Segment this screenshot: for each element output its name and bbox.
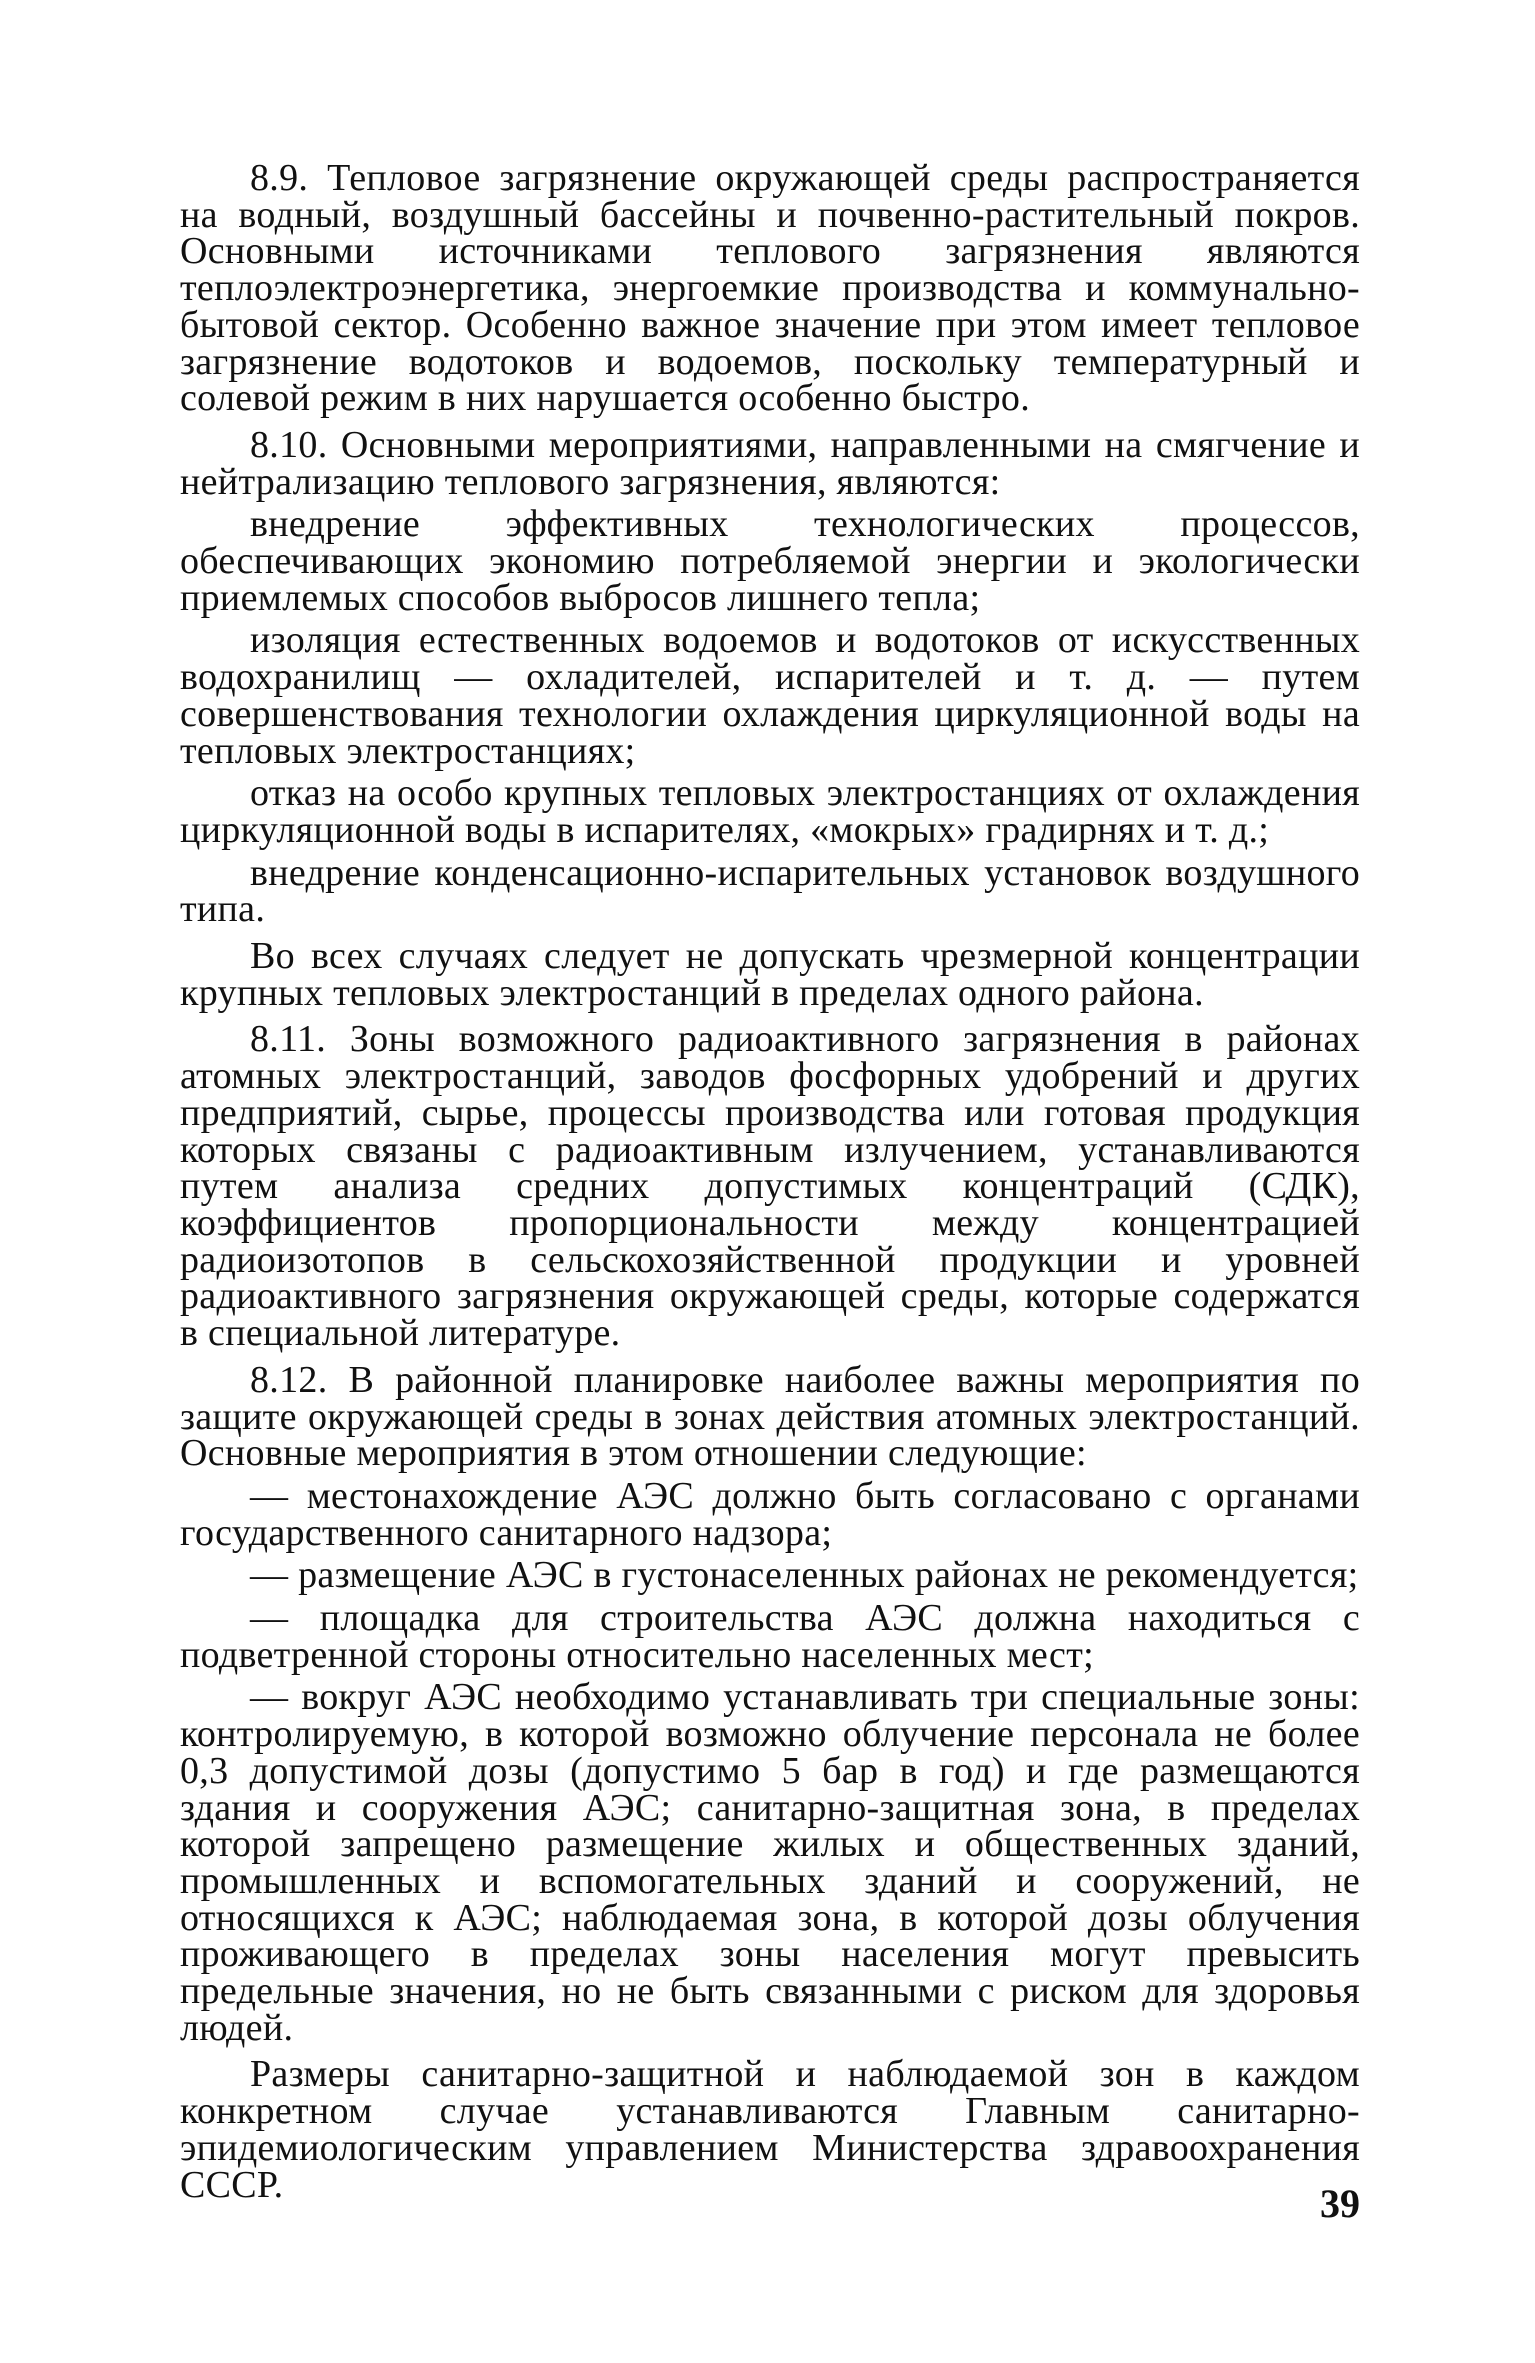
- paragraph-concentration-note: Во всех случаях следует не допускать чрезмерной концентрации крупных тепловых электростанций в пределах одного района.: [180, 935, 1360, 1014]
- paragraph-8-12: 8.12. В районной планировке наиболее важны мероприятия по защите окружающей среды в зонах действия атомных электростанций. Основные мероприятия в этом отношении следующие:: [180, 1358, 1360, 1475]
- list-item-aes-placement: — размещение АЭС в густонаселенных районах не рекомендуется;: [250, 1554, 1359, 1597]
- document-page: [180, 160, 1360, 2280]
- list-item-isolation-reservoirs: изоляция естественных водоемов и водотоков от искусственных водохранилищ — охладителей, испарителей и т. д. — путем совершенствования технологии охлаждения циркуляционной воды на тепловых электростанциях;: [180, 619, 1360, 772]
- paragraph-8-10: 8.10. Основными мероприятиями, направленными на смягчение и нейтрализацию теплового загрязнения, являются:: [180, 423, 1360, 503]
- list-item-condensation-units: внедрение конденсационно-испарительных установок воздушного типа.: [180, 851, 1360, 931]
- list-item-aes-site: — площадка для строительства АЭС должна находиться с подветренной стороны относительно населенных мест;: [180, 1597, 1360, 1676]
- page-number: 39: [1320, 2181, 1360, 2226]
- paragraph-zone-sizes: Размеры санитарно-защитной и наблюдаемой зон в каждом конкретном случае устанавливаются Главным санитарно-эпидемиологическим управлением Министерства здравоохранения СССР.: [180, 2053, 1360, 2206]
- paragraph-8-11: 8.11. Зоны возможного радиоактивного загрязнения в районах атомных электростанций, заводов фосфорных удобрений и других предприятий, сырье, процессы производства или готовая продукция которых связаны с радиоактивным излучением, устанавливаются путем анализа средних допустимых концентраций (СДК), коэффициентов пропорциональности между концентрацией радиоизотопов в сельскохозяйственной продукции и уровней радиоактивного загрязнения окружающей среды, которые содержатся в специальной литературе.: [180, 1018, 1360, 1355]
- list-item-refusal-cooling: отказ на особо крупных тепловых электростанциях от охлаждения циркуляционной воды в испарителях, «мокрых» градирнях и т. д.;: [180, 772, 1360, 851]
- list-item-aes-zones: — вокруг АЭС необходимо устанавливать три специальные зоны: контролируемую, в которой возможно облучение персонала не более 0,3 допустимой дозы (допустимо 5 бар в год) и где размещаются здания и сооружения АЭС; санитарно-защитная зона, в пределах которой запрещено размещение жилых и общественных зданий, промышленных и вспомогательных зданий и сооружений, не относящихся к АЭС; наблюдаемая зона, в которой дозы облучения проживающего в пределах зоны населения могут превысить предельные значения, но не быть связанными с риском для здоровья людей.: [180, 1676, 1360, 2049]
- paragraph-8-9: 8.9. Тепловое загрязнение окружающей среды распространяется на водный, воздушный бассейны и почвенно-растительный покров. Основными источниками теплового загрязнения являются теплоэлектроэнергетика, энергоемкие производства и коммунально-бытовой сектор. Особенно важное значение при этом имеет тепловое загрязнение водотоков и водоемов, поскольку температурный и солевой режим в них нарушается особенно быстро.: [180, 160, 1360, 420]
- list-item-aes-location: — местонахождение АЭС должно быть согласовано с органами государственного санитарного надзора;: [180, 1474, 1360, 1554]
- list-item-efficient-processes: внедрение эффективных технологических процессов, обеспечивающих экономию потребляемой энергии и экологически приемлемых способов выбросов лишнего тепла;: [180, 503, 1360, 619]
